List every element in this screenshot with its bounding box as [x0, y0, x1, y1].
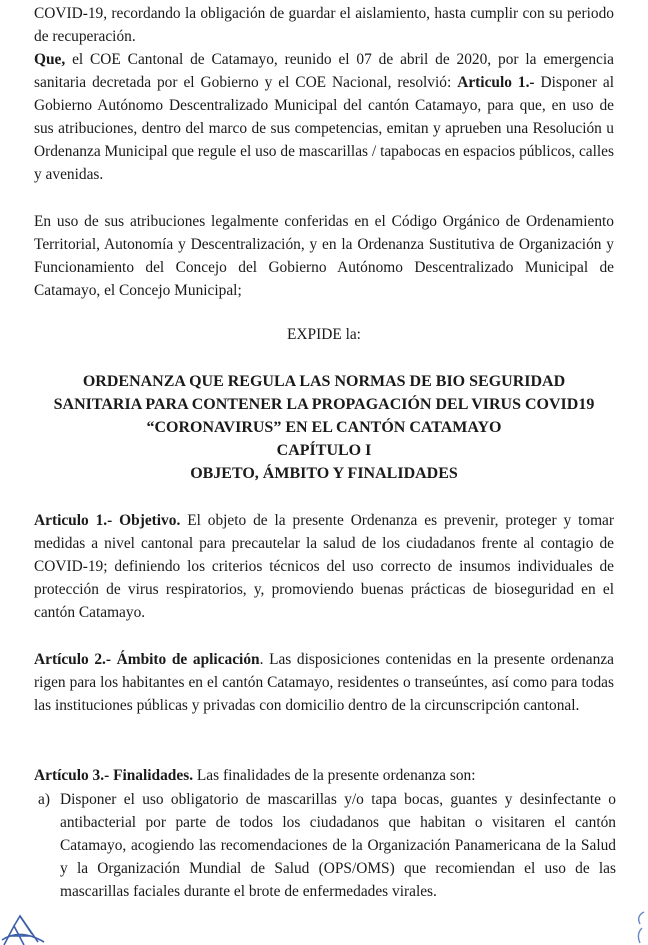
atribuciones-text: En uso de sus atribuciones legalmente conferidas en el Código Orgánico de Ordenamiento Territorial, Autonomía y Descentralización, y en la Ordenanza Sustitutiva de Organización y Funcionamiento del Concejo del Gobierno Autónomo Descentralizado Municipal de Catamayo, el Concejo Municipal; [34, 213, 614, 299]
ordinance-title-line-3: “CORONAVIRUS” EN EL CANTÓN CATAMAYO [146, 419, 502, 436]
chapter-title: OBJETO, ÁMBITO Y FINALIDADES [190, 465, 458, 482]
chapter-heading: CAPÍTULO I [276, 442, 372, 459]
expide-line [34, 323, 614, 346]
que-text: el COE Cantonal de Catamayo, reunido el 07 de abril de 2020, por la emergencia sanitaria decretada por el Gobierno y el COE Nacional, resolvió: [34, 51, 614, 91]
paragraph-intro-text: COVID-19, recordando la obligación de guardar el aislamiento, hasta cumplir con su periodo de recuperación. [34, 5, 614, 45]
article-3 [34, 764, 614, 787]
paragraph-que [34, 48, 614, 186]
list-item-text: Disponer el uso obligatorio de mascarillas y/o tapa bocas, guantes y desinfectante o antibacterial por parte de todos los ciudadanos que habitan o visitaren el cantón Catamayo, acogiendo las recomendaciones de la Organización Panamericana de la Salud y la Organización Mundial de Salud (OPS/OMS) que recomiendan el uso de las mascarillas faciales durante el brote de enfermedades virales. [60, 791, 616, 900]
article-1-text: El objeto de la presente Ordenanza es prevenir, proteger y tomar medidas a nivel cantonal para precautelar la salud de los ciudadanos frente al contagio de COVID-19; definiendo los criterios técnicos del uso correcto de insumos individuales de protección de virus respiratorios, y, promoviendo buenas prácticas de bioseguridad en el cantón Catamayo. [34, 512, 614, 621]
paragraph-atribuciones [34, 210, 614, 302]
article-1-heading: Articulo 1.- Objetivo. [34, 512, 181, 529]
article-2-heading: Artículo 2.- Ámbito de aplicación [34, 651, 260, 668]
article-3-heading: Artículo 3.- Finalidades. [34, 767, 194, 784]
article-3-text: Las finalidades de la presente ordenanza son: [193, 767, 476, 784]
paragraph-intro [34, 2, 614, 48]
ordinance-title-line-1: ORDENANZA QUE REGULA LAS NORMAS DE BIO SEGURIDAD [82, 373, 566, 390]
seal-stamp-icon [0, 912, 48, 945]
ordinance-title-line-2: SANITARIA PARA CONTENER LA PROPAGACIÓN DEL VIRUS COVID19 [53, 396, 595, 413]
article-1 [34, 509, 614, 624]
expide-text: EXPIDE la: [287, 326, 361, 343]
article-2 [34, 648, 614, 717]
list-item-label: a) [38, 791, 50, 808]
que-lead: Que, [34, 51, 66, 68]
article-2-text: . Las disposiciones contenidas en la presente ordenanza rigen para los habitantes en el cantón Catamayo, residentes o transeúntes, así como para todas las instituciones públicas y privadas con domicilio dentro de la circunscripción cantonal. [34, 651, 614, 714]
que-rest: Disponer al Gobierno Autónomo Descentralizado Municipal del cantón Catamayo, para que, en uso de sus atribuciones, dentro del marco de sus competencias, emitan y aprueben una Resolución u Ordenanza Municipal que regule el uso de mascarillas / tapabocas en espacios públicos, calles y avenidas. [34, 74, 614, 183]
article-3-item-a [38, 788, 616, 903]
page-edge-mark-icon [634, 910, 648, 945]
que-article-ref: Articulo 1.- [457, 74, 535, 91]
